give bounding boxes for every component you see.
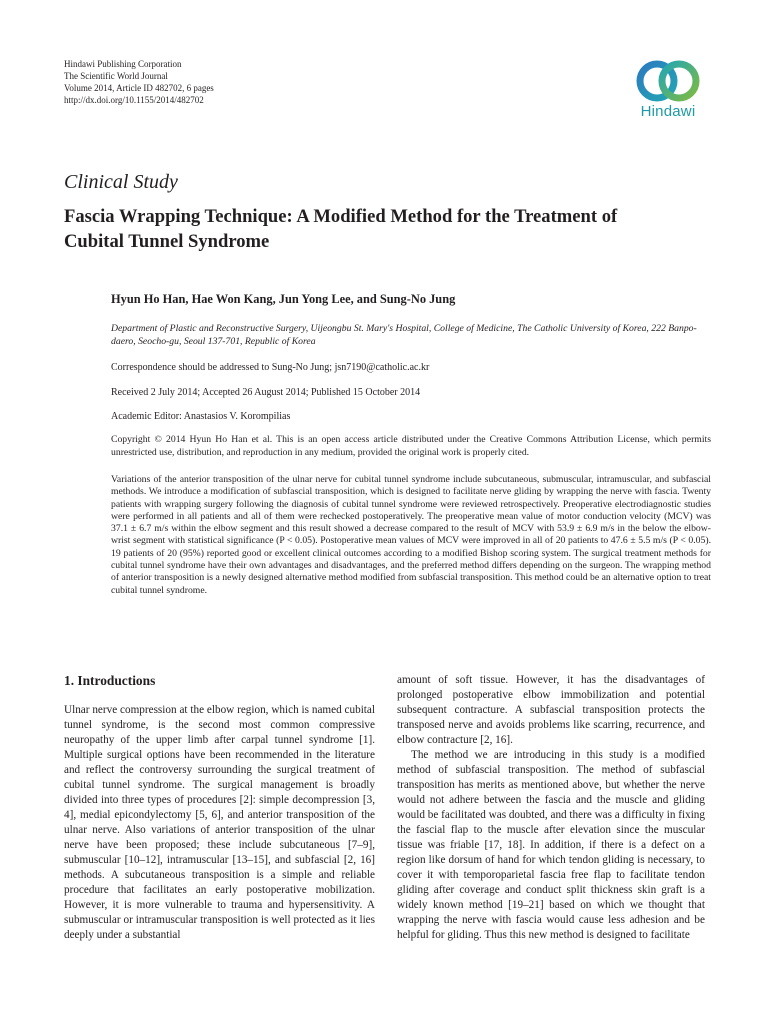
publisher-name: Hindawi Publishing Corporation [64, 59, 182, 69]
doi-link[interactable]: http://dx.doi.org/10.1155/2014/482702 [64, 95, 204, 105]
hindawi-rings-icon [633, 57, 703, 105]
article-category: Clinical Study [64, 171, 178, 193]
left-column [64, 703, 375, 943]
intro-paragraph: Ulnar nerve compression at the elbow region, which is named cubital tunnel syndrome, is the second most common compressive neuropathy of the upper limb after carpal tunnel syndrome [1]. Multiple surgical options have been recommended in the literature and reflect the controversy surrounding the surgical treatment of cubital tunnel syndrome. The surgical management is broadly divided into three types of procedures [2]: simple decompression [3, 4], medial epicondylectomy [5, 6], and anterior transposition of the ulnar nerve. Also variations of anterior transposition of the ulnar nerve have been proposed; these include subcutaneous [7–9], submuscular [10–12], intramuscular [13–15], and subfascial [2, 16] methods. A subcutaneous transposition is a simple and reliable procedure that facilitates an early postoperative mobilization. However, it is more vulnerable to trauma and hypersensitivity. A submuscular or intramuscular transposition is well protected as it lies deeply under a substantial [64, 704, 375, 941]
abstract: Variations of the anterior transposition of the ulnar nerve for cubital tunnel syndrome include subcutaneous, submuscular, intramuscular, and subfascial methods. We introduce a modification of subfascial transposition, which is designed to facilitate nerve gliding by wrapping the nerve with fascia. Twenty patients with wrapping surgery following the diagnosis of cubital tunnel syndrome were reviewed retrospectively. Preoperative electrodiagnostic studies were performed in all patients and all of them were rechecked postoperatively. The preoperative mean value of motor conduction velocity (MCV) was 37.1 ± 6.7 m/s within the elbow segment and this result showed a decrease compared to the result of MCV with 53.9 ± 6.9 m/s in the below the elbow-wrist segment with statistical significance (P < 0.05). Postoperative mean values of MCV were improved in all of 20 patients to 47.6 ± 5.5 m/s (P < 0.05). 19 patients of 20 (95%) reported good or excellent clinical outcomes according to a modified Bishop scoring system. The surgical treatment methods for cubital tunnel syndrome have their own advantages and disadvantages, and the preferred method differs depending on the surgeon. The wrapping method of anterior transposition is a newly designed alternative method modified from subfascial transposition. This method could be an alternative option to treat cubital tunnel syndrome. [111, 474, 711, 596]
correspondence: Correspondence should be addressed to Sung-No Jung; jsn7190@catholic.ac.kr [111, 362, 430, 373]
body-paragraph: The method we are introducing in this study is a modified method of subfascial transposition. The method of subfascial transposition has merits as mentioned above, but whether the nerve would not adhere between the fascia and the muscle and gliding would be facilitated was doubted, and there was a difficulty in fixing the fascial flap to the muscle after elevation since the muscular tissue was friable [17, 18]. In addition, if there is a defect on a region like dorsum of hand for which tendon gliding is necessary, to cover it with temporoparietal fascia free flap to facilitate tendon gliding after coverage and conduct split thickness skin graft is a widely known method [19–21] based on which we thought that wrapping the nerve with fascia would cause less adhesion and be helpful for gliding. Thus this new method is designed to facilitate [397, 749, 705, 941]
right-column [397, 673, 705, 943]
author-list: Hyun Ho Han, Hae Won Kang, Jun Yong Lee, and Sung-No Jung [111, 292, 456, 306]
affiliation: Department of Plastic and Reconstructive Surgery, Uijeongbu St. Mary's Hospital, College of Medicine, The Catholic University of Korea, 222 Banpo-daero, Seocho-gu, Seoul 137-701, Republic of Korea [111, 323, 697, 347]
body-paragraph: amount of soft tissue. However, it has the disadvantages of prolonged postoperative elbow immobilization and potential subsequent contracture. A subfascial transposition protects the transposed nerve and avoids problems like scarring, recurrence, and elbow contracture [2, 16]. [397, 674, 705, 746]
article-title: Fascia Wrapping Technique: A Modified Method for the Treatment of Cubital Tunnel Syndrome [64, 206, 618, 252]
copyright-notice: Copyright © 2014 Hyun Ho Han et al. This is an open access article distributed under the Creative Commons Attribution License, which permits unrestricted use, distribution, and reproduction in any medium, provided the original work is properly cited. [111, 434, 711, 458]
section-heading: 1. Introductions [64, 673, 156, 688]
logo-text: Hindawi [640, 103, 696, 120]
journal-header [64, 58, 214, 106]
volume-info: Volume 2014, Article ID 482702, 6 pages [64, 83, 214, 93]
hindawi-logo [627, 57, 709, 120]
journal-name: The Scientific World Journal [64, 71, 168, 81]
article-dates: Received 2 July 2014; Accepted 26 August 2014; Published 15 October 2014 [111, 387, 421, 398]
academic-editor: Academic Editor: Anastasios V. Korompilias [111, 411, 291, 422]
